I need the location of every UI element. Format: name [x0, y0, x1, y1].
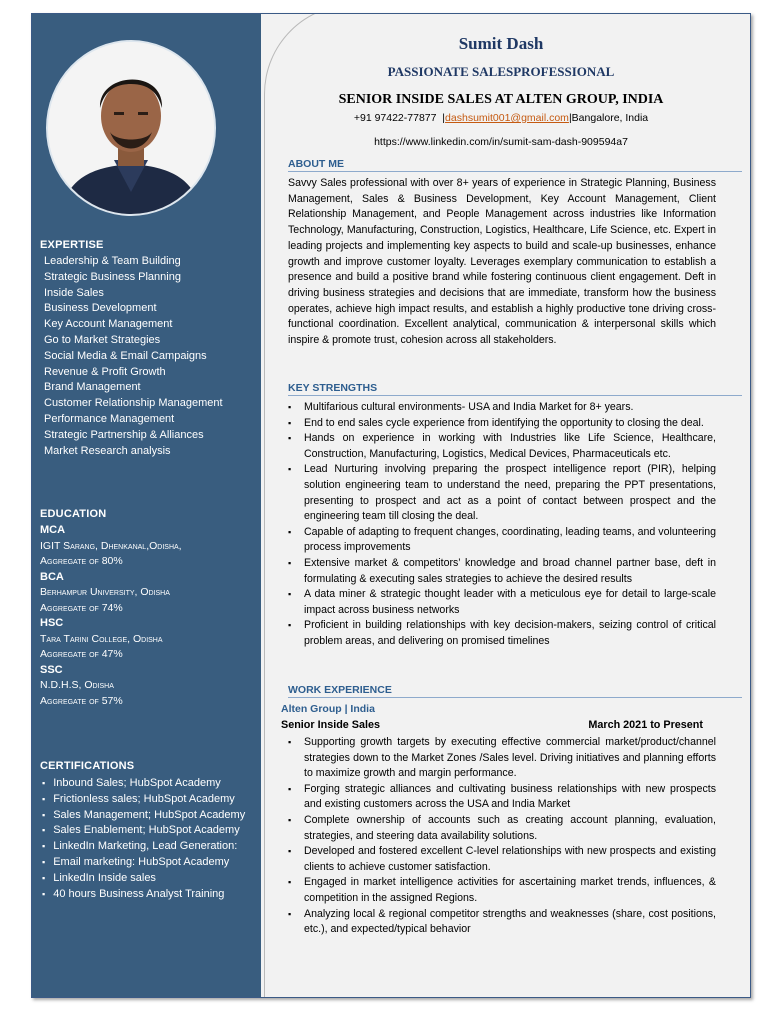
contact-line	[281, 112, 721, 124]
certification-item: ▪ Sales Enablement; HubSpot Academy	[40, 823, 245, 839]
experience-item: ▪ Developed and fostered excellent C-level relationships with new prospects and existing clients to achieve customer satisfaction.	[288, 844, 716, 875]
expertise-item: Key Account Management	[44, 318, 173, 331]
resume-page	[31, 13, 751, 998]
certifications-heading: CERTIFICATIONS	[40, 760, 135, 772]
education-degree: HSC	[40, 617, 64, 629]
strength-item: ▪ End to end sales cycle experience from identifying the opportunity to closing the deal.	[288, 416, 716, 432]
job-title: Senior Inside Sales	[281, 719, 381, 731]
expertise-item: Go to Market Strategies	[44, 333, 161, 346]
strengths-heading: KEY STRENGTHS	[288, 382, 742, 396]
education-score: Aggregate of 74%	[40, 601, 123, 614]
candidate-name: Sumit Dash	[458, 34, 544, 53]
certifications-list	[40, 776, 245, 902]
experience-item: ▪ Complete ownership of accounts such as creating account planning, evaluation, strategies, and steering data availability solutions.	[288, 813, 716, 844]
phone-number: +91 97422-77877	[353, 112, 437, 124]
about-text: Savvy Sales professional with over 8+ years of experience in Strategic Planning, Business Management, Sales & Business Development, Key Account Management, Client Relationship Management, and People Management across industries like Information Technology, Manufacturing, Construction, Logistics, Healthcare, Life Science, etc. Expert in leading projects and implementing key aspects to build and scale-up businesses, enhance growth and improve customer loyalty. Leverages exemplary communication to establish a presence and build a positive brand while fostering continuous client engagement. Deft in driving business strategies and decisions that are immediate, transform how the business operates, achieve high impact results, and establish a highly productive tone driving cross-functional coordination. Excellent analytical, communication & interpersonal skills which inspire & promote trust, cohesion across all stakeholders.	[288, 177, 716, 347]
location: Bangalore, India	[571, 112, 649, 124]
sidebar	[32, 14, 261, 997]
certification-item: ▪ Inbound Sales; HubSpot Academy	[40, 776, 245, 792]
separator: |	[439, 112, 446, 124]
expertise-item: Strategic Partnership & Alliances	[44, 428, 204, 441]
profile-photo	[46, 40, 216, 216]
strengths-list	[288, 400, 716, 650]
expertise-item: Revenue & Profit Growth	[44, 365, 166, 378]
expertise-heading: EXPERTISE	[40, 239, 104, 251]
company-name: Alten Group | India	[281, 703, 375, 715]
experience-item: ▪ Analyzing local & regional competitor strengths and weaknesses (share, cost positions, etc.), and expected/typical behavior	[288, 907, 716, 938]
certification-item: ▪ Frictionless sales; HubSpot Academy	[40, 792, 245, 808]
expertise-item: Business Development	[44, 302, 157, 315]
about-heading: ABOUT ME	[288, 158, 742, 172]
education-score: Aggregate of 80%	[40, 555, 123, 567]
expertise-item: Customer Relationship Management	[44, 397, 223, 410]
strength-item: ▪ Multifarious cultural environments- USA and India Market for 8+ years.	[288, 400, 716, 416]
education-heading: EDUCATION	[40, 508, 107, 520]
education-list	[40, 523, 182, 709]
expertise-item: Leadership & Team Building	[44, 255, 181, 267]
email-link[interactable]: dashsumit001@gmail.com	[445, 112, 569, 124]
education-school: IGIT Sarang, Dhenkanal,Odisha,	[40, 539, 182, 552]
expertise-item: Performance Management	[44, 412, 175, 425]
expertise-item: Market Research analysis	[44, 444, 171, 457]
certification-item: ▪ LinkedIn Marketing, Lead Generation:	[40, 839, 245, 855]
separator: |	[568, 112, 572, 124]
headline: PASSIONATE SALESPROFESSIONAL	[387, 64, 615, 79]
education-score: Aggregate of 47%	[40, 648, 123, 660]
certification-item: ▪ 40 hours Business Analyst Training	[40, 887, 245, 903]
education-score: Aggregate of 57%	[40, 694, 123, 707]
strength-item: ▪ Extensive market & competitors’ knowledge and broad channel partner base, deft in formulating & executing sales strategies to achieve the desired results	[288, 556, 716, 587]
strength-item: ▪ Capable of adapting to frequent changes, coordinating, leading teams, and volunteering process improvements	[288, 525, 716, 556]
expertise-item: Inside Sales	[44, 286, 104, 299]
certification-item: ▪ Sales Management; HubSpot Academy	[40, 808, 245, 824]
strength-item: ▪ Lead Nurturing involving preparing the prospect intelligence report (PIR), helping solution engineering team to understand the need, preparing the PPT presentations, presenting to prospect and act as a point of contact between prospect and the engineering team till closing the deal.	[288, 462, 716, 524]
experience-list	[288, 735, 716, 938]
expertise-item: Brand Management	[44, 381, 141, 394]
education-degree: MCA	[40, 524, 66, 536]
education-school: Berhampur University, Odisha	[40, 586, 170, 598]
job-dates: March 2021 to Present	[588, 719, 703, 731]
job-title-line	[281, 719, 703, 731]
education-school: Tara Tarini College, Odisha	[40, 632, 163, 645]
experience-item: ▪ Supporting growth targets by executing effective commercial market/product/channel strategies down to the Market Zones /Sales level. Driving initiatives and planning efforts to maximize growth and margin performance.	[288, 735, 716, 782]
expertise-list	[44, 254, 223, 459]
education-school: N.D.H.S, Odisha	[40, 679, 114, 691]
certification-item: ▪ LinkedIn Inside sales	[40, 871, 245, 887]
expertise-item: Social Media & Email Campaigns	[44, 349, 207, 362]
experience-item: ▪ Forging strategic alliances and cultivating business relationships with new prospects and existing customers across the USA and India Market	[288, 782, 716, 813]
education-degree: BCA	[40, 570, 64, 583]
education-degree: SSC	[40, 663, 63, 676]
strength-item: ▪ Hands on experience in working with Industries like Life Science, Healthcare, Construction, Manufacturing, Logistics, Medical Devices, Pharmaceuticals etc.	[288, 431, 716, 462]
current-role: SENIOR INSIDE SALES AT ALTEN GROUP, INDIA	[338, 92, 664, 107]
strength-item: ▪ Proficient in building relationships with key decision-makers, seizing control of critical problem areas, and delivering on promised timelines	[288, 618, 716, 649]
strength-item: ▪ A data miner & strategic thought leader with a meticulous eye for detail to large-scale impact across business networks	[288, 587, 716, 618]
experience-item: ▪ Engaged in market intelligence activities for ascertaining market trends, influences, & competition in the assigned Regions.	[288, 875, 716, 906]
experience-heading: WORK EXPERIENCE	[288, 684, 742, 698]
main-content	[281, 14, 741, 997]
linkedin-link[interactable]: https://www.linkedin.com/in/sumit-sam-dash-909594a7	[374, 136, 628, 148]
expertise-item: Strategic Business Planning	[44, 270, 181, 283]
certification-item: ▪ Email marketing: HubSpot Academy	[40, 855, 245, 871]
